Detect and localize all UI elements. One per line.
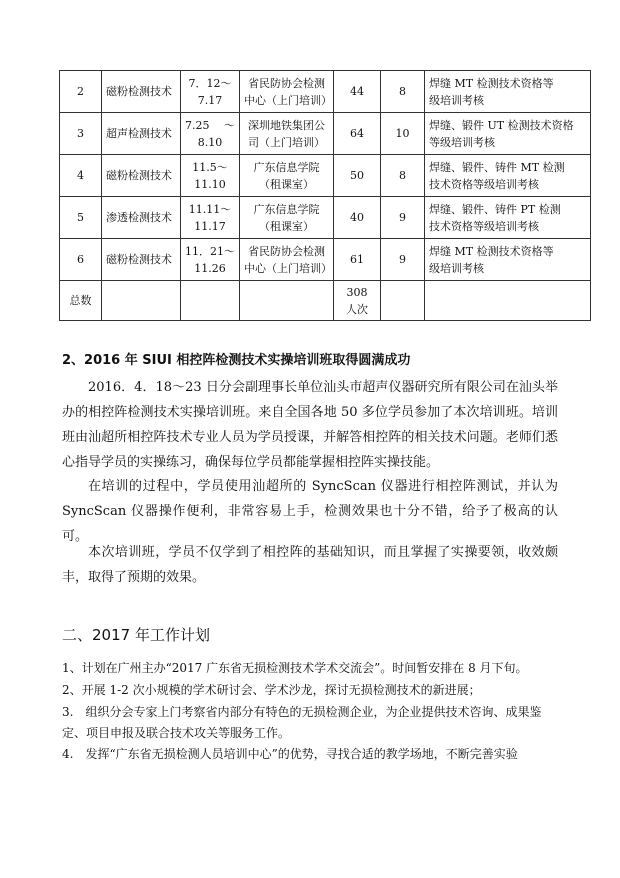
- table-cell-course: 磁粉检测技术: [102, 155, 181, 197]
- table-row: [60, 239, 591, 281]
- table-cell-people: 40: [334, 197, 381, 239]
- table-cell-no: 5: [60, 197, 102, 239]
- table-cell-people: 64: [334, 113, 381, 155]
- table-cell-date: 7.25 ～ 8.10: [181, 113, 240, 155]
- total-label: 总数: [60, 281, 102, 321]
- table-cell-place: 省民防协会检测 中心（上门培训）: [240, 71, 334, 113]
- table-total-row: [60, 281, 591, 321]
- table-cell-place: 省民防协会检测 中心（上门培训）: [240, 239, 334, 281]
- table-cell-content: 焊缝、锻件 UT 检测技术资格 等级培训考核: [425, 113, 591, 155]
- plan-item: 4. 发挥“广东省无损检测人员培训中心”的优势，寻找合适的教学场地，不断完善实验: [62, 747, 518, 761]
- table-row: [60, 71, 591, 113]
- table-cell-days: 8: [381, 155, 425, 197]
- empty-cell: [425, 281, 591, 321]
- paragraph: 2016．4．18～23 日分会副理事长单位汕头市超声仪器研究所有限公司在汕头举办的相控阵检测技术实操培训班。来自全国各地 50 多位学员参加了本次培训班。培训班由汕超所相控阵技术专业人员为学员授课，并解答相控阵的相关技术问题。老师们悉心指导学员的实操练习，确保每位学员都能掌握相控阵实操技能。: [62, 380, 558, 470]
- table-cell-no: 3: [60, 113, 102, 155]
- table-cell-no: 6: [60, 239, 102, 281]
- table-cell-no: 2: [60, 71, 102, 113]
- table-cell-people: 50: [334, 155, 381, 197]
- table-cell-content: 焊缝 MT 检测技术资格等 级培训考核: [425, 239, 591, 281]
- paragraph: 在培训的过程中，学员使用汕超所的 SyncScan 仪器进行相控阵测试，并认为 SyncScan 仪器操作便利，非常容易上手，检测效果也十分不错，给予了极高的认可。: [62, 479, 558, 544]
- section-heading: 2、2016 年 SIUI 相控阵检测技术实操培训班取得圆满成功: [62, 353, 411, 368]
- table-row: [60, 155, 591, 197]
- training-table: [59, 70, 591, 321]
- table-cell-no: 4: [60, 155, 102, 197]
- plan-item: 1、计划在广州主办“2017 广东省无损检测技术学术交流会”。时间暂安排在 8 月下旬。: [62, 661, 528, 675]
- table-cell-people: 61: [334, 239, 381, 281]
- table-cell-content: 焊缝、锻件、铸件 PT 检测 技术资格等级培训考核: [425, 197, 591, 239]
- table-cell-days: 9: [381, 239, 425, 281]
- table-cell-days: 8: [381, 71, 425, 113]
- plan-item: 3. 组织分会专家上门考察省内部分有特色的无损检测企业，为企业提供技术咨询、成果鉴定、项目申报及联合技术攻关等服务工作。: [62, 705, 542, 740]
- table-cell-date: 7．12～ 7.17: [181, 71, 240, 113]
- table-cell-days: 10: [381, 113, 425, 155]
- table-cell-place: 深圳地铁集团公 司（上门培训）: [240, 113, 334, 155]
- table-cell-people: 44: [334, 71, 381, 113]
- empty-cell: [240, 281, 334, 321]
- empty-cell: [102, 281, 181, 321]
- table-row: [60, 113, 591, 155]
- total-people: 308 人次: [334, 281, 381, 321]
- table-cell-course: 磁粉检测技术: [102, 239, 181, 281]
- table-cell-date: 11．21～ 11.26: [181, 239, 240, 281]
- table-cell-course: 渗透检测技术: [102, 197, 181, 239]
- table-cell-place: 广东信息学院 （租课室）: [240, 197, 334, 239]
- table-cell-place: 广东信息学院 （租课室）: [240, 155, 334, 197]
- table-row: [60, 197, 591, 239]
- plan-heading: 二、2017 年工作计划: [62, 626, 210, 644]
- plan-item: 2、开展 1-2 次小规模的学术研讨会、学术沙龙，探讨无损检测技术的新进展；: [62, 683, 481, 697]
- table-cell-date: 11.11～ 11.17: [181, 197, 240, 239]
- empty-cell: [181, 281, 240, 321]
- table-cell-days: 9: [381, 197, 425, 239]
- table-cell-course: 磁粉检测技术: [102, 71, 181, 113]
- table-body: [60, 71, 591, 321]
- table-cell-course: 超声检测技术: [102, 113, 181, 155]
- paragraph: 本次培训班，学员不仅学到了相控阵的基础知识，而且掌握了实操要领，收效颇丰，取得了预期的效果。: [62, 545, 558, 585]
- table-cell-date: 11.5～ 11.10: [181, 155, 240, 197]
- table-cell-content: 焊缝、锻件、铸件 MT 检测 技术资格等级培训考核: [425, 155, 591, 197]
- empty-cell: [381, 281, 425, 321]
- table-cell-content: 焊缝 MT 检测技术资格等 级培训考核: [425, 71, 591, 113]
